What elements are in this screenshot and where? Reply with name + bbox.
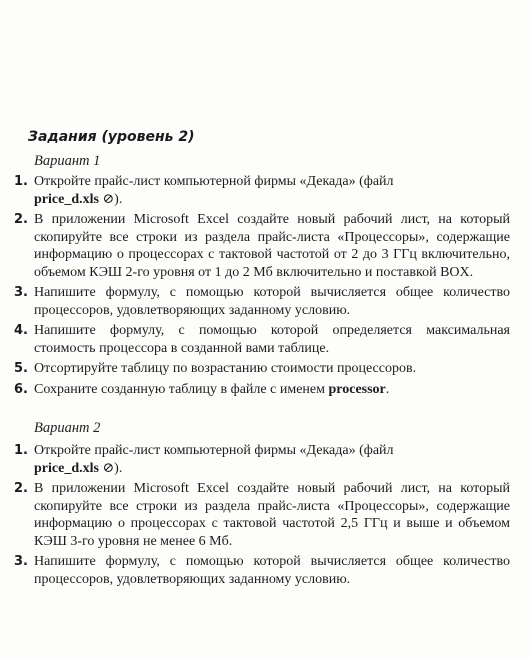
variant-2-task-list	[0, 442, 510, 588]
task-text-part: Откройте прайс-лист компьютерной фирмы «Декада» (файл	[34, 443, 394, 458]
task-number: 6.	[14, 381, 28, 397]
task-item	[0, 211, 510, 281]
task-text	[34, 442, 510, 477]
task-number: 2.	[14, 481, 28, 496]
disk-icon: ⊘).	[102, 460, 123, 476]
task-item	[0, 173, 510, 208]
task-text	[34, 381, 510, 399]
section-title: Задания (уровень 2)	[28, 129, 195, 145]
variant-1-task-list	[0, 173, 510, 398]
task-number: 4.	[14, 323, 28, 338]
task-text: Напишите формулу, с помощью которой вычисляется общее количество процессоров, удовлетворяющих заданному условию.	[34, 285, 510, 318]
variant-1-label: Вариант 1	[34, 153, 101, 169]
task-item	[0, 553, 510, 588]
task-item	[0, 284, 510, 319]
task-number: 3.	[14, 554, 28, 569]
variant-2-label: Вариант 2	[34, 420, 101, 436]
task-number: 3.	[14, 285, 28, 300]
task-text: В приложении Microsoft Excel создайте новый рабочий лист, на который скопируйте все строки из раздела прайс-листа «Процессоры», содержащие информацию о процессорах с тактовой частотой 2,5 ГГц и выше и объемом КЭШ 3-го уровня не менее 6 Мб.	[34, 481, 510, 549]
task-item	[0, 442, 510, 477]
task-number: 5.	[14, 361, 28, 376]
task-number: 2.	[14, 212, 28, 227]
file-name: price_d.xls	[34, 460, 99, 476]
disk-icon: ⊘).	[102, 191, 123, 207]
task-item	[0, 322, 510, 357]
task-text-part: Откройте прайс-лист компьютерной фирмы «Декада» (файл	[34, 174, 394, 189]
task-text	[34, 173, 510, 208]
task-item	[0, 360, 510, 378]
task-item	[0, 480, 510, 550]
task-item	[0, 381, 510, 399]
task-text-part: Сохраните созданную таблицу в файле с именем	[34, 381, 325, 397]
task-text: Напишите формулу, с помощью которой определяется максимальная стоимость процессора в созданной вами таблице.	[34, 323, 510, 356]
task-text: В приложении Microsoft Excel создайте новый рабочий лист, на который скопируйте все строки из раздела прайс-листа «Процессоры», содержащие информацию о процессорах с тактовой частотой от 2 до 3 ГГц включительно, объемом КЭШ 2-го уровня от 1 до 2 Мб включительно и поставкой BOX.	[34, 212, 510, 280]
task-number: 1.	[14, 443, 28, 458]
task-text: Напишите формулу, с помощью которой вычисляется общее количество процессоров, удовлетворяющих заданному условию.	[34, 554, 510, 587]
task-text: Отсортируйте таблицу по возрастанию стоимости процессоров.	[34, 361, 417, 376]
task-text-part: .	[385, 381, 390, 397]
file-name: price_d.xls	[34, 191, 99, 207]
task-number: 1.	[14, 174, 28, 189]
file-name: processor	[328, 381, 386, 397]
